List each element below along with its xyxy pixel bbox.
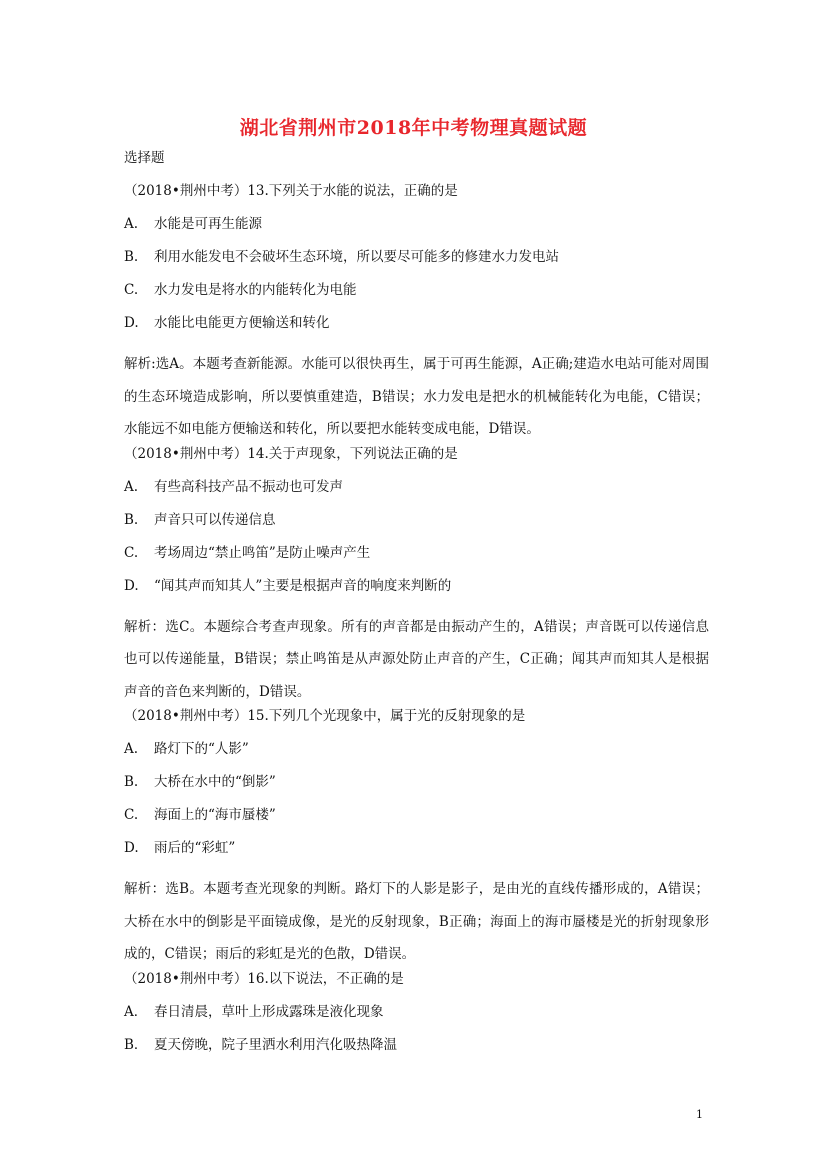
option-letter: C. <box>124 544 139 561</box>
section-heading: 选择题 <box>124 150 165 166</box>
option <box>124 315 709 348</box>
analysis-paragraph: 解析：选C。本题综合考查声现象。所有的声音都是由振动产生的，A错误；声音既可以传递信息也可以传递能量，B错误；禁止鸣笛是从声源处防止声音的产生，C正确；闻其声而知其人是根据声音的音色来判断的，D错误。 <box>124 618 709 700</box>
option-text: 水力发电是将水的内能转化为电能 <box>154 282 357 298</box>
option-text: 雨后的“彩虹” <box>154 840 236 856</box>
option <box>124 1004 709 1037</box>
analysis-paragraph: 解析：选B。本题考查光现象的判断。路灯下的人影是影子，是由光的直线传播形成的，A错误；大桥在水中的倒影是平面镜成像，是光的反射现象，B正确；海面上的海市蜃楼是光的折射现象形成的，C错误；雨后的彩虹是光的色散，D错误。 <box>124 881 709 962</box>
option <box>124 1037 709 1070</box>
option <box>124 741 709 774</box>
option-letter: B. <box>124 249 139 265</box>
option <box>124 807 709 840</box>
question-stem: （2018•荆州中考）15.下列几个光现象中，属于光的反射现象的是 <box>124 708 526 724</box>
option-text: “闻其声而知其人”主要是根据声音的响度来判断的 <box>154 577 452 594</box>
document-body <box>124 150 709 1070</box>
option-letter: B. <box>124 511 139 528</box>
option-text: 春日清晨，草叶上形成露珠是液化现象 <box>154 1003 384 1020</box>
option-letter: A. <box>124 741 139 757</box>
question-stem: （2018•荆州中考）16.以下说法，不正确的是 <box>124 970 404 987</box>
option <box>124 479 709 512</box>
option-text: 声音只可以传递信息 <box>154 511 276 528</box>
page-number: 1 <box>696 1108 703 1121</box>
option <box>124 512 709 545</box>
option-text: 路灯下的“人影” <box>154 741 249 757</box>
option-letter: A. <box>124 216 139 232</box>
option-letter: A. <box>124 478 139 495</box>
question-stem: （2018•荆州中考）13.下列关于水能的说法，正确的是 <box>124 183 458 199</box>
option-letter: B． <box>124 1036 148 1053</box>
option <box>124 545 709 578</box>
option-text: 海面上的“海市蜃楼” <box>154 807 276 823</box>
option-letter: C. <box>124 282 139 298</box>
option <box>124 249 709 282</box>
option <box>124 578 709 611</box>
analysis-paragraph: 解析:选A。本题考查新能源。水能可以很快再生，属于可再生能源，A正确;建造水电站可能对周围的生态环境造成影响，所以要慎重建造，B错误；水力发电是把水的机械能转化为电能，C错误；水能远不如电能方便输送和转化，所以要把水能转变成电能，D错误。 <box>124 356 709 437</box>
option-text: 夏天傍晚，院子里洒水利用汽化吸热降温 <box>154 1036 397 1053</box>
option-letter: C. <box>124 807 139 823</box>
option-text: 水能比电能更方便输送和转化 <box>154 315 330 331</box>
document-title: 湖北省荆州市2018年中考物理真题试题 <box>239 117 588 139</box>
option-text: 水能是可再生能源 <box>154 216 262 232</box>
option-text: 考场周边“禁止鸣笛”是防止噪声产生 <box>154 544 371 561</box>
option-text: 有些高科技产品不振动也可发声 <box>154 478 343 495</box>
question-stem: （2018•荆州中考）14.关于声现象，下列说法正确的是 <box>124 445 458 462</box>
option-letter: D. <box>124 577 139 594</box>
option-text: 大桥在水中的“倒影” <box>154 774 276 790</box>
option-letter: B. <box>124 774 139 790</box>
option-letter: D. <box>124 840 139 856</box>
option <box>124 282 709 315</box>
option-text: 利用水能发电不会破坏生态环境，所以要尽可能多的修建水力发电站 <box>154 249 559 265</box>
option-letter: A． <box>124 1003 148 1020</box>
option <box>124 774 709 807</box>
option <box>124 216 709 249</box>
option <box>124 840 709 873</box>
option-letter: D. <box>124 315 139 331</box>
